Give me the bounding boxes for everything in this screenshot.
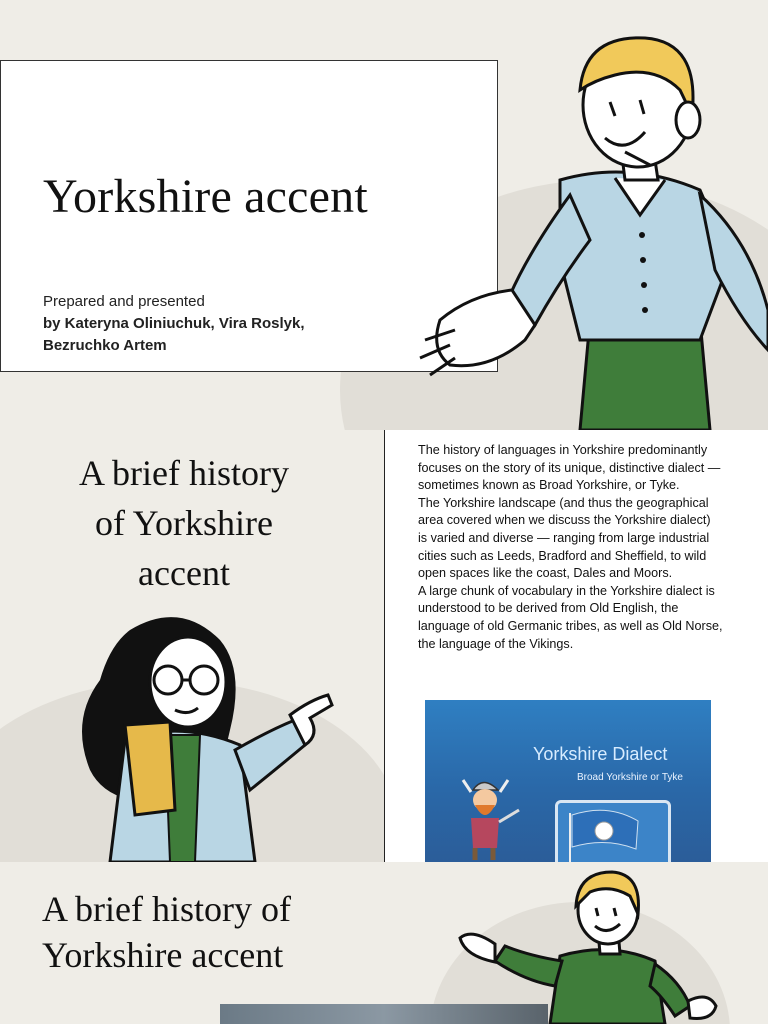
- white-rose-flag-icon: [558, 803, 668, 862]
- slide-history: [0, 430, 768, 862]
- history-heading-line-1: A brief history: [79, 453, 289, 493]
- presented-label: Prepared and presented: [43, 293, 205, 310]
- history-heading-line-3: accent: [138, 553, 230, 593]
- history-paragraph-2: The Yorkshire landscape (and thus the geographical area covered when we discuss the Yorkshire dialect) is varied and diverse — ranging from large industrial cities such as Leeds, Bradford and Sheffield, to wild open spaces like the coast, Dales and Moors.: [418, 495, 711, 581]
- yorkshire-flag-photo: [555, 800, 671, 862]
- history-heading-line-2: of Yorkshire: [94, 503, 273, 543]
- history-heading-2: [42, 886, 291, 978]
- history-paragraphs: [418, 442, 723, 653]
- authors-line-2: Bezruchko Artem: [43, 337, 167, 354]
- yorkshire-dialect-image: [425, 700, 711, 862]
- history-heading: [34, 448, 334, 598]
- presenter-man-illustration: [400, 20, 768, 430]
- dialect-image-title: Yorkshire Dialect: [533, 744, 668, 764]
- history-paragraph-3: A large chunk of vocabulary in the Yorkshire dialect is understood to be derived from Old English, the language of old Germanic tribes, as well as Old Norse, the language of the Vikings.: [418, 583, 723, 651]
- history-paragraph-1: The history of languages in Yorkshire predominantly focuses on the story of its unique, distinctive dialect — sometimes known as Broad Yorkshire, or Tyke.: [418, 443, 721, 493]
- history-heading-2-line-2: Yorkshire accent: [42, 935, 284, 975]
- authors-line-1: by Kateryna Oliniuchuk, Vira Roslyk,: [43, 315, 305, 332]
- history-heading-2-line-1: A brief history of: [42, 889, 291, 929]
- landscape-photo: [220, 1004, 548, 1024]
- viking-figure-icon: [453, 770, 533, 862]
- woman-pointing-illustration: [70, 610, 340, 862]
- slide-title: [0, 0, 768, 430]
- presenters-block: [43, 291, 304, 357]
- history-text-panel: [384, 430, 768, 862]
- presentation-title: Yorkshire accent: [43, 170, 368, 223]
- slide-history-2: [0, 862, 768, 1024]
- dialect-image-subtitle: Broad Yorkshire or Tyke: [577, 772, 683, 783]
- man-green-shirt-illustration: [450, 866, 720, 1024]
